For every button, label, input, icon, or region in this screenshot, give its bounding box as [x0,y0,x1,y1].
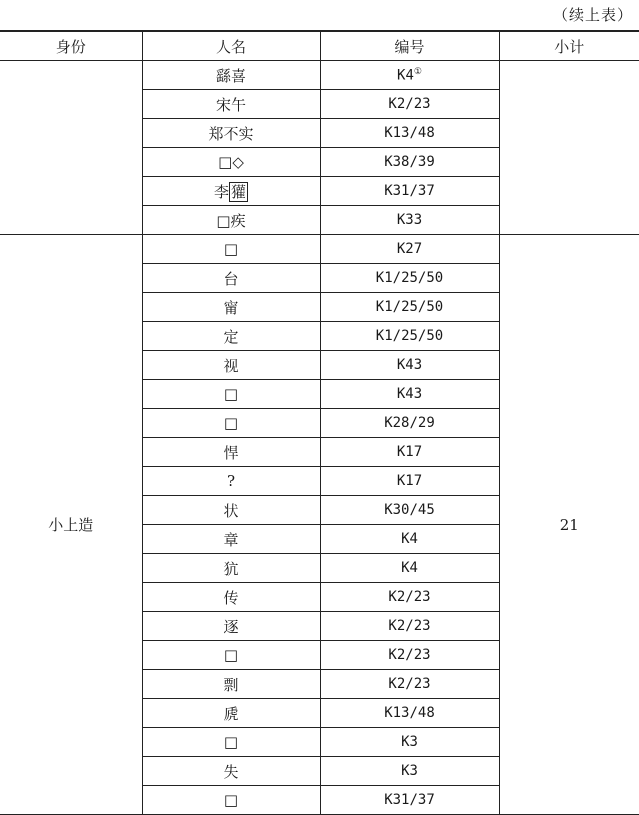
name-cell [142,728,320,757]
subtotal-cell [499,61,639,235]
code-text: K4 [401,531,418,547]
code-text: K27 [396,241,423,257]
code-cell [320,409,499,438]
code-text: K38/39 [384,154,435,170]
code-text: K43 [396,386,423,402]
name-cell [142,119,320,148]
name-cell [142,177,320,206]
name-text: 犺 [223,559,239,578]
name-text: 悍 [223,443,239,462]
code-text: K30/45 [384,502,435,518]
code-cell [320,148,499,177]
code-text: K13/48 [384,125,435,141]
code-cell [320,496,499,525]
name-cell [142,409,320,438]
name-cell [142,554,320,583]
code-text: K31/37 [384,792,435,808]
name-text: 剽 [223,675,239,694]
name-cell [142,583,320,612]
code-text: K4 [397,67,414,84]
name-text: □疾 [216,211,246,230]
table-body [0,61,639,815]
code-text: K43 [396,357,423,373]
name-text: 甯 [223,298,239,317]
code-text: K28/29 [384,415,435,431]
header-subtotal: 小计 [499,31,639,61]
header-identity: 身份 [0,31,142,61]
name-cell [142,264,320,293]
name-cell [142,641,320,670]
code-text: K2/23 [388,589,431,605]
name-cell [142,235,320,264]
code-cell [320,525,499,554]
name-cell [142,148,320,177]
code-text: K4 [401,560,418,576]
code-text: K1/25/50 [375,299,444,315]
name-text: ? [226,472,236,490]
code-text: K3 [401,763,418,779]
subtotal-cell: 21 [499,235,639,815]
code-cell [320,699,499,728]
code-text: K17 [396,473,423,489]
code-cell [320,670,499,699]
name-text: 繇喜 [215,66,246,85]
code-text: K2/23 [388,647,431,663]
table-header-row [0,31,639,61]
code-cell [320,641,499,670]
code-cell [320,757,499,786]
identity-cell [0,61,142,235]
name-text: □ [223,791,239,809]
name-text: 台 [223,269,239,288]
table-row [0,61,639,90]
name-text: □ [223,240,239,258]
name-cell [142,525,320,554]
name-cell [142,206,320,235]
code-cell [320,90,499,119]
name-text: 李 [213,182,229,201]
header-code: 编号 [320,31,499,61]
code-cell [320,786,499,815]
name-text: 传 [223,588,239,607]
name-cell [142,293,320,322]
code-text: K1/25/50 [375,270,444,286]
code-cell [320,728,499,757]
code-cell [320,554,499,583]
name-cell [142,351,320,380]
data-table [0,30,639,815]
name-text: □ [223,646,239,664]
name-cell [142,757,320,786]
code-cell [320,177,499,206]
name-text: 定 [223,327,239,346]
name-cell [142,380,320,409]
code-text: K13/48 [384,705,435,721]
name-text: □ [223,414,239,432]
table-row [0,235,639,264]
code-cell [320,206,499,235]
code-text: K17 [396,444,423,460]
name-cell [142,496,320,525]
name-boxed-char: 獾 [231,182,247,201]
code-text: K1/25/50 [375,328,444,344]
name-text: 逐 [223,617,239,636]
name-cell [142,322,320,351]
name-cell [142,438,320,467]
name-cell [142,612,320,641]
name-text: 郑不实 [208,124,254,143]
name-text: □ [223,733,239,751]
name-cell [142,786,320,815]
code-cell [320,119,499,148]
code-cell [320,235,499,264]
name-text: 宋午 [215,95,246,114]
code-cell [320,351,499,380]
code-cell [320,322,499,351]
code-cell [320,264,499,293]
code-cell [320,438,499,467]
name-text: 失 [223,762,239,781]
code-text: K2/23 [388,96,431,112]
code-text: K2/23 [388,618,431,634]
name-text: 状 [223,501,239,520]
name-text: 章 [223,530,239,549]
name-text: 视 [223,356,239,375]
name-cell [142,670,320,699]
name-cell [142,699,320,728]
code-text: K33 [396,212,423,228]
code-cell [320,583,499,612]
name-text: 虒 [223,704,239,723]
name-cell [142,61,320,90]
name-text: □ [223,385,239,403]
code-cell [320,467,499,496]
code-text: K3 [401,734,418,750]
header-name: 人名 [142,31,320,61]
code-cell [320,61,499,90]
code-cell [320,380,499,409]
table-caption: （续上表） [552,6,633,24]
identity-cell: 小上造 [0,235,142,815]
footnote-marker: ① [413,66,422,77]
name-cell [142,467,320,496]
code-cell [320,293,499,322]
code-text: K2/23 [388,676,431,692]
code-text: K31/37 [384,183,435,199]
name-text: □◇ [218,153,244,171]
code-cell [320,612,499,641]
name-cell [142,90,320,119]
